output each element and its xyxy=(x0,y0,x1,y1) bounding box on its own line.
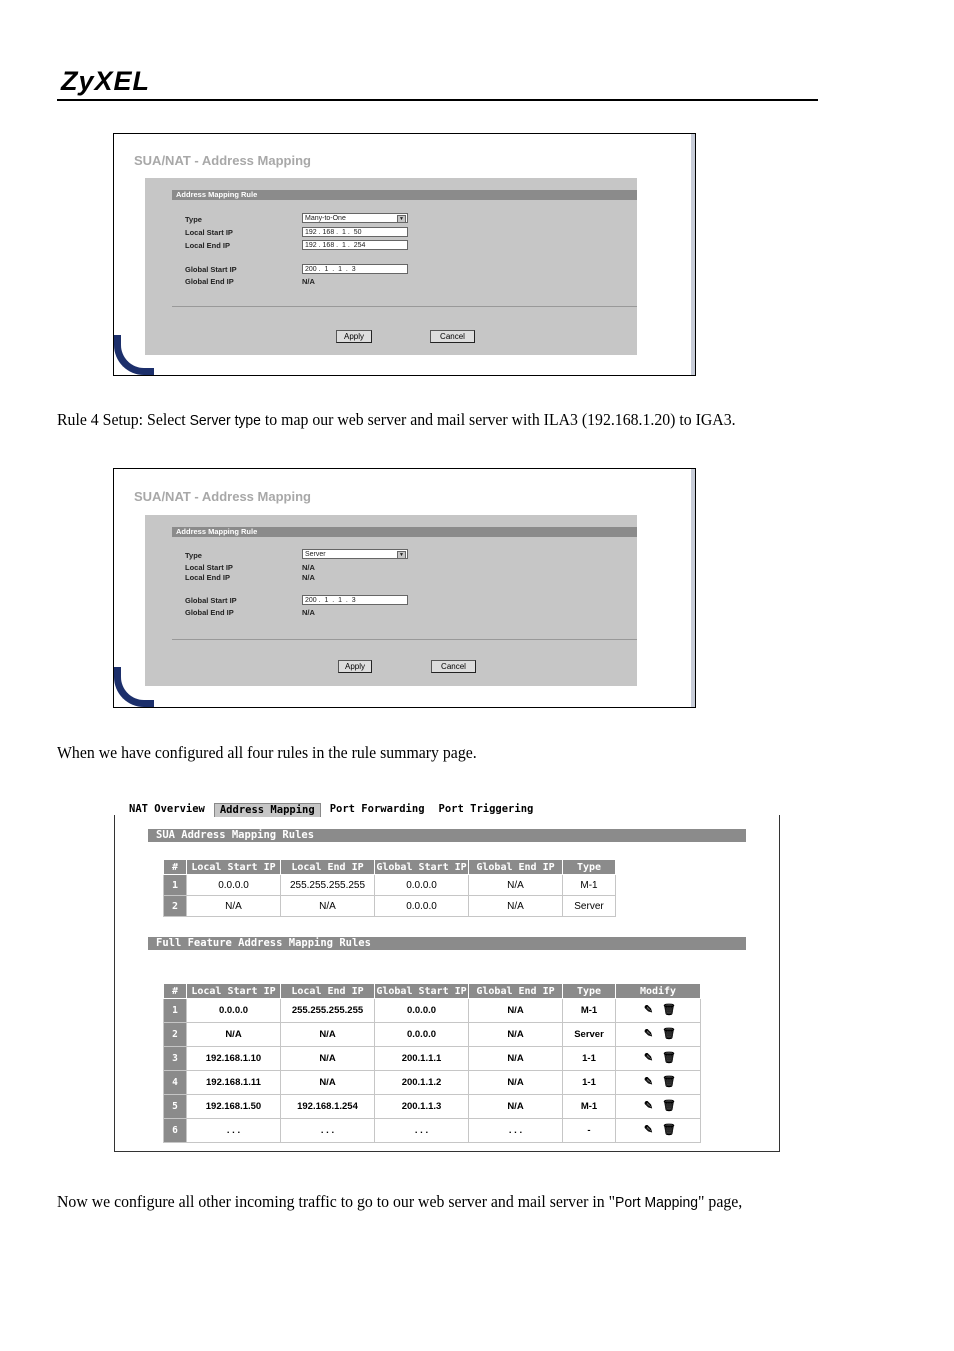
modify-cell xyxy=(616,1071,701,1095)
global-end-ip-value: N/A xyxy=(302,608,315,617)
modify-cell xyxy=(616,1023,701,1047)
section-bar: Address Mapping Rule xyxy=(172,527,637,537)
tab-address-mapping[interactable]: Address Mapping xyxy=(214,803,321,817)
chevron-down-icon: ▼ xyxy=(397,215,406,223)
global-end-ip-label: Global End IP xyxy=(185,277,234,286)
local-start-ip-value: N/A xyxy=(302,563,315,572)
delete-icon[interactable]: 🗑 xyxy=(662,1052,676,1064)
port-mapping-term: Port Mapping xyxy=(615,1194,699,1211)
nat-tabs xyxy=(124,803,542,816)
nat-summary-screen xyxy=(114,803,780,1152)
section-bar: Address Mapping Rule xyxy=(172,190,637,200)
rule-panel xyxy=(145,178,637,355)
header-rule xyxy=(57,99,818,101)
port-mapping-paragraph: Now we configure all other incoming traffic to go to our web server and mail server in "Port Mapping" page, xyxy=(57,1192,743,1211)
edit-icon[interactable]: ✎ xyxy=(643,1124,654,1136)
apply-button[interactable]: Apply xyxy=(338,660,372,673)
server-type-term: Server type xyxy=(189,412,261,429)
global-start-ip-label: Global Start IP xyxy=(185,265,237,274)
local-end-ip-label: Local End IP xyxy=(185,241,231,250)
rule4-paragraph: Rule 4 Setup: Select Server type to map our web server and mail server with ILA3 (192.168.1.20) to IGA3. xyxy=(57,410,736,429)
zyxel-logo: ZyXEL xyxy=(61,66,151,96)
delete-icon[interactable]: 🗑 xyxy=(662,1028,676,1040)
tab-port-triggering[interactable]: Port Triggering xyxy=(434,803,539,816)
tab-nat-overview[interactable]: NAT Overview xyxy=(124,803,210,816)
table-row: 1 0.0.0.0 255.255.255.255 0.0.0.0 N/A M-1 xyxy=(164,875,616,896)
dialog-title: SUA/NAT - Address Mapping xyxy=(134,489,311,504)
rule-panel xyxy=(145,515,637,686)
local-end-ip-value: N/A xyxy=(302,573,315,582)
edit-icon[interactable]: ✎ xyxy=(643,1052,654,1064)
table-row: 2 N/A N/A 0.0.0.0 N/A Server ✎ 🗑 xyxy=(164,1023,701,1047)
table-row: 1 0.0.0.0 255.255.255.255 0.0.0.0 N/A M-1 ✎ 🗑 xyxy=(164,999,701,1023)
tab-port-forwarding[interactable]: Port Forwarding xyxy=(325,803,430,816)
delete-icon[interactable]: 🗑 xyxy=(662,1124,676,1136)
cancel-button[interactable]: Cancel xyxy=(430,330,475,343)
edit-icon[interactable]: ✎ xyxy=(643,1028,654,1040)
modify-cell xyxy=(616,1095,701,1119)
address-mapping-dialog-server xyxy=(113,468,696,708)
type-label: Type xyxy=(185,215,202,224)
chevron-down-icon: ▼ xyxy=(397,551,406,559)
table-row: 4 192.168.1.11 N/A 200.1.1.2 N/A 1-1 ✎ 🗑 xyxy=(164,1071,701,1095)
cancel-button[interactable]: Cancel xyxy=(431,660,476,673)
local-start-ip-label: Local Start IP xyxy=(185,228,233,237)
local-end-ip-label: Local End IP xyxy=(185,573,231,582)
local-start-ip-label: Local Start IP xyxy=(185,563,233,572)
modify-cell xyxy=(616,1119,701,1143)
local-end-ip-field[interactable]: 192 . 168 . 1 . 254 xyxy=(302,240,408,250)
edit-icon[interactable]: ✎ xyxy=(643,1100,654,1112)
type-select[interactable]: Server ▼ xyxy=(302,549,408,559)
local-start-ip-field[interactable]: 192 . 168 . 1 . 50 xyxy=(302,227,408,237)
table-header-row: # Local Start IP Local End IP Global Start IP Global End IP Type xyxy=(164,860,616,875)
address-mapping-dialog-many-to-one xyxy=(113,133,696,376)
table-row: 6 . . . . . . . . . . . . - ✎ 🗑 xyxy=(164,1119,701,1143)
delete-icon[interactable]: 🗑 xyxy=(662,1076,676,1088)
delete-icon[interactable]: 🗑 xyxy=(662,1100,676,1112)
dialog-title: SUA/NAT - Address Mapping xyxy=(134,153,311,168)
modify-cell xyxy=(616,1047,701,1071)
delete-icon[interactable]: 🗑 xyxy=(662,1004,676,1016)
table-row: 5 192.168.1.50 192.168.1.254 200.1.1.3 N/A M-1 ✎ 🗑 xyxy=(164,1095,701,1119)
apply-button[interactable]: Apply xyxy=(336,330,372,343)
summary-paragraph: When we have configured all four rules in the rule summary page. xyxy=(57,743,477,762)
sua-section-title: SUA Address Mapping Rules xyxy=(148,829,746,842)
global-start-ip-field[interactable]: 200 . 1 . 1 . 3 xyxy=(302,595,408,605)
global-end-ip-label: Global End IP xyxy=(185,608,234,617)
table-row: 3 192.168.1.10 N/A 200.1.1.1 N/A 1-1 ✎ 🗑 xyxy=(164,1047,701,1071)
modify-cell xyxy=(616,999,701,1023)
global-start-ip-label: Global Start IP xyxy=(185,596,237,605)
edit-icon[interactable]: ✎ xyxy=(643,1076,654,1088)
full-feature-rules-table xyxy=(163,983,701,1143)
global-end-ip-value: N/A xyxy=(302,277,315,286)
table-row: 2 N/A N/A 0.0.0.0 N/A Server xyxy=(164,896,616,917)
type-select[interactable]: Many-to-One ▼ xyxy=(302,213,408,223)
table-header-row: # Local Start IP Local End IP Global Start IP Global End IP Type Modify xyxy=(164,984,701,999)
edit-icon[interactable]: ✎ xyxy=(643,1004,654,1016)
type-label: Type xyxy=(185,551,202,560)
sua-rules-table xyxy=(163,859,616,917)
full-feature-section-title: Full Feature Address Mapping Rules xyxy=(148,937,746,950)
global-start-ip-field[interactable]: 200 . 1 . 1 . 3 xyxy=(302,264,408,274)
